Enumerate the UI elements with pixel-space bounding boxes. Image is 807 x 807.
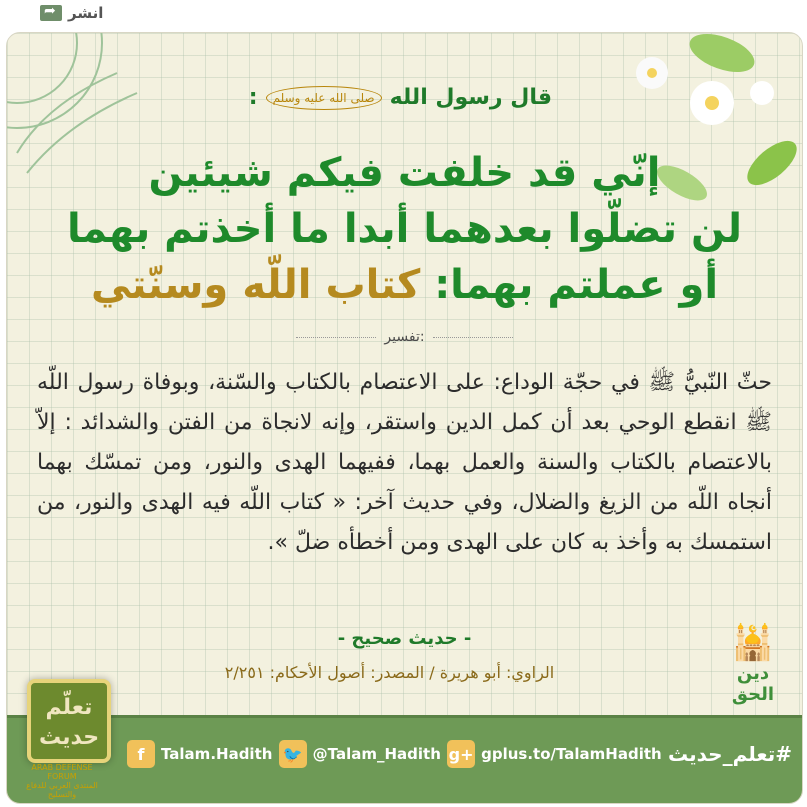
forum-line-2: المنتدى العربي للدفاع والتسليح bbox=[26, 781, 98, 799]
hashtag[interactable]: #تعلم_حديث bbox=[667, 742, 792, 766]
talam-hadith-badge bbox=[27, 679, 111, 763]
attribution-colon: : bbox=[248, 85, 258, 110]
attribution bbox=[249, 85, 552, 110]
hadith-card bbox=[6, 32, 803, 804]
gplus-icon: g+ bbox=[447, 740, 475, 768]
share-label: انشر bbox=[68, 4, 104, 22]
twitter-icon: 🐦 bbox=[279, 740, 307, 768]
twitter-link[interactable] bbox=[279, 740, 441, 768]
facebook-icon: f bbox=[127, 740, 155, 768]
badge-line-2: حديث bbox=[38, 725, 100, 750]
twitter-handle: @Talam_Hadith bbox=[312, 745, 441, 763]
narrator-source: الراوي: أبو هريرة / المصدر: أصول الأحكام: ٢/٢٥١ bbox=[224, 663, 555, 682]
hadith-line-3-pre: أو عملتم بهما: bbox=[434, 262, 719, 308]
attribution-text: قال رسول الله bbox=[389, 85, 552, 110]
footer-bar bbox=[7, 715, 802, 803]
mosque-icon: 🕌 bbox=[731, 623, 775, 663]
gplus-link[interactable] bbox=[447, 740, 662, 768]
salawat-calligraphy: صلى الله عليه وسلم bbox=[266, 86, 382, 110]
hadith-grade: - حديث صحيح - bbox=[337, 628, 472, 649]
tafsir-label: تفسير: bbox=[7, 329, 802, 345]
hadith-line-2: لن تضلّوا بعدهما أبدا ما أخذتم بهما bbox=[66, 206, 743, 252]
deen-alhaq-logo bbox=[718, 623, 788, 713]
hadith-text bbox=[47, 145, 762, 313]
badge-line-1: تعلّم bbox=[45, 695, 93, 720]
explanation-text: حثّ النّبيُّ ﷺ في حجّة الوداع: على الاعتصام بالكتاب والسّنة، وبوفاة رسول اللّه ﷺ انقطع الوحي بعد أن كمل الدين واستقر، وإنه لانجاة من الفتن والشدائد : إلاّ بالاعتصام بالكتاب والسنة والعمل بهما، ففيهما الهدى والنور، ومن تمسّك بهما أنجاه اللّه من الزيغ والضلال، وفي حديث آخر: « كتاب اللّه فيه الهدى والنور، من استمسك به وأخذ به كان على الهدى ومن أخطأه ضلّ ». bbox=[37, 370, 772, 555]
forum-watermark bbox=[17, 763, 107, 799]
hadith-line-3 bbox=[47, 257, 762, 313]
share-icon bbox=[40, 5, 62, 21]
hadith-line-3-gold: كتاب اللّه وسنّتي bbox=[90, 262, 421, 308]
facebook-link[interactable] bbox=[127, 740, 272, 768]
gplus-handle: gplus.to/TalamHadith bbox=[481, 745, 662, 763]
logo-text: دين الحق bbox=[731, 663, 775, 705]
forum-line-1: ARAB DEFENSE FORUM bbox=[31, 763, 93, 781]
facebook-handle: Talam.Hadith bbox=[161, 745, 273, 763]
share-button[interactable] bbox=[40, 4, 103, 22]
hadith-line-1: إنّي قد خلفت فيكم شيئين bbox=[148, 150, 661, 196]
